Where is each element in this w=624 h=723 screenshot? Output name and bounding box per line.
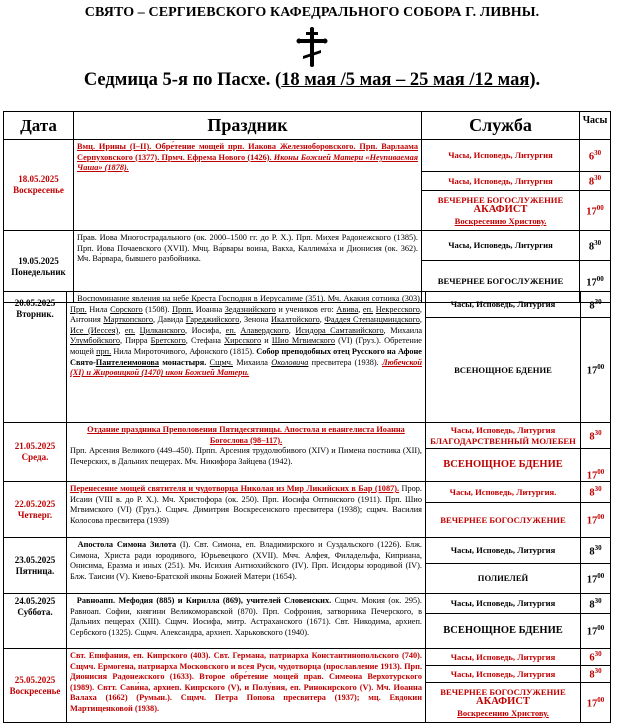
day-date-cell: 24.05.2025 Суббота.	[4, 594, 67, 649]
column-feast: Праздник	[74, 112, 422, 140]
service-time: $8^{30}$	[581, 292, 611, 318]
service-item: Часы, Исповедь, Литургия	[426, 594, 581, 614]
service-time: $8^{30}$	[580, 172, 611, 191]
service-time: $17^{00}$	[581, 449, 611, 482]
column-hours: Часы	[580, 112, 611, 140]
service-time: $8^{30}$	[581, 538, 611, 564]
day-date-cell: 22.05.2025 Четверг.	[4, 482, 67, 538]
service-time: $17^{00}$	[581, 318, 611, 423]
column-service: Служба	[422, 112, 580, 140]
service-item: ВЕЧЕРНЕЕ БОГОСЛУЖЕНИЕ АКАФИСТ Воскресению Христову.	[426, 683, 581, 723]
service-time: $17^{00}$	[580, 191, 611, 231]
day-feast-cell: Апостола Симона Зилота (I). Свт. Симона, еп. Владимирского и Суздальского (1226). Блж. Симона, Христа ради юродивого, Юрьевецкого (XVII). Мчч. Алфея, Филадельфа, Киприана, Онисима, Еразма и иных (251). Мч. Исихия Антиохийского (IV). Прп. Исидоры юродивой (IV). Блж. Таисии (V). Киево-Братской иконы Божией Матери (1654).	[67, 538, 426, 594]
day-date-cell: 19.05.2025 Понедельник	[4, 231, 74, 303]
service-time: $8^{30}$	[581, 666, 611, 683]
service-time: $8^{30}$	[580, 231, 611, 261]
day-feast-cell: Вмц. Ирины (I–II). Обре́тение мощей прп. Иакова Железноборовского. Прп. Варлаама Серпуховского (1377). Прмч. Ефрема Нового (1426). Иконы Божией Матери «Неупиваемая Чаша» (1878).	[74, 140, 422, 231]
day-feast-cell: Свт. Епифания, еп. Кипрского (403). Свт. Германа, патриарха Константинопольского (740). Сщмч. Ермогена, патриарха Московского и всея Руси, чудотворца (прославление 1913). Прп. Дионисия Радонежского (1633). Второе обре́тение мощей прав. Симеона Верхотурского (1989). Свтт. Сави́на, архиеп. Кипрского (V), и Полу́вия, еп. Ринокирского (V). Мч. Иоанна Валаха (1662) (Румын.). Сщмч. Петра Попова пресвитера (1937); мц. Евдокии Мартищенковой (1938).	[67, 649, 426, 723]
column-date: Дата	[4, 112, 74, 140]
service-item: Часы, Исповедь, Литургия	[426, 666, 581, 683]
service-time: $17^{00}$	[581, 564, 611, 594]
service-item: Часы, Исповедь, Литургия БЛАГОДАРСТВЕННЫЙ МОЛЕБЕН	[426, 423, 581, 449]
day-feast-cell: Прав. Иова Многострадального (ок. 2000–1500 гг. до Р. Х.). Прп. Михея Радонежского (1385). Прп. Иова Почаевского (XVII). Мчц. Ва́рвары воина, Вакха, Каллима́ха и Дионисия (ок. 362). Мч. Ва́рвара, бывшего разбойника.	[74, 231, 422, 303]
service-time: $17^{00}$	[581, 683, 611, 723]
service-item: ВСЕНОЩНОЕ БДЕНИЕ	[426, 318, 581, 423]
service-item: Часы, Исповедь, Литургия	[422, 172, 580, 191]
service-item: ВЕЧЕРНЕЕ БОГОСЛУЖЕНИЕ АКАФИСТ Воскресению Христову.	[422, 191, 580, 231]
schedule-table-top	[3, 111, 611, 303]
service-item: Часы, Исповедь, Литургия	[422, 140, 580, 172]
day-feast-cell: Воспоминание явления на небе Креста Господня в Иерусалиме (351). Мч. Акакия сотника (303). Прп. Нила Сорского (1508). Прпп. Иоанна Зедазнийского и учеников его: Авива, еп. Некресского, Антония Марткопского, Давида Гареджийского, Зенона Икалтойского, Фаддея Степанцминдского, Исе (Иессея), еп. Цилканского, Иосифа, еп. Алавердского, Исидора Самтавийского, Михаила Улумбойского, Пирра Бретского, Стефана Хирсского и Шио Мгвимского (VI) (Груз.). Обретение мощей прп. Нила Мироточивого, Афонского (1815). Собор преподобных отец Русского на Афоне Свято-Пантелеимонова монастыря. Сщмч. Михаила Околовича пресвитера (1938). Любечской (XI) и Жировицкой (1470) икон Божией Матери.	[67, 292, 426, 423]
day-date-cell: 20.05.2025 Вторник.	[4, 292, 67, 423]
schedule-table-bottom	[3, 291, 611, 723]
service-time: $17^{00}$	[580, 261, 611, 303]
day-feast-cell: Отдание праздника Преполовения Пятидесятницы. Апостола и евангелиста Иоанна Богослова (98–117). Прп. Арсения Великого (449–450). Прпп. Арсения трудолюбивого (XIV) и Пимена постника (XII), Печерских, в Дальних пещерах. Мч. Никифора Зайцева (1942).	[67, 423, 426, 482]
service-item: Часы, Исповедь, Литургия	[426, 649, 581, 666]
week-heading: Седмица 5-я по Пасхе. (18 мая /5 мая – 25 мая /12 мая).	[83, 70, 541, 90]
service-time: $17^{00}$	[581, 503, 611, 538]
service-item: ВЕЧЕРНЕЕ БОГОСЛУЖЕНИЕ	[426, 503, 581, 538]
service-time: $6^{30}$	[580, 140, 611, 172]
day-date-cell: 23.05.2025 Пятница.	[4, 538, 67, 594]
day-feast-cell: Равноапп. Мефодия (885) и Кирилла (869), учителей Словенских. Сщмч. Мокия (ок. 295). Равноап. Софии, княгини Великоморавской (870). Прп. Софрония, затворника Печерского, в Дальних пещерах (XIII). Сщмч. Иосифа, митр. Астраханского (1671). Свт. Никодима, архиеп. Сербского (1325). Сщмч. Александра, архиеп. Харьковского (1940).	[67, 594, 426, 649]
service-item: Часы, Исповедь, Литургия	[422, 231, 580, 261]
orthodox-cross-icon	[295, 27, 329, 67]
day-date-cell: 21.05.2025 Среда.	[4, 423, 67, 482]
service-item: ВЕЧЕРНЕЕ БОГОСЛУЖЕНИЕ	[422, 261, 580, 303]
service-item: ВСЕНОЩНОЕ БДЕНИЕ	[426, 614, 581, 649]
service-time: $8^{30}$	[581, 482, 611, 503]
day-date-cell: 25.05.2025 Воскресенье	[4, 649, 67, 723]
service-item: ПОЛИЕЛЕЙ	[426, 564, 581, 594]
cathedral-title: СВЯТО – СЕРГИЕВСКОГО КАФЕДРАЛЬНОГО СОБОРА Г. ЛИВНЫ.	[84, 5, 540, 20]
day-feast-cell: Перенесение мощей святителя и чудотворца Николая из Мир Ликийских в Бар (1087). Прор. Исаии (VIII в. до Р. Х.). Мч. Христофора (ок. 250). Прп. Иосифа Оптинского (1911). Прп. Шио Мгвимского (VI) (Груз.). Сщмч. Димитрия Воскресенского пресвитера (1938); сщмч. Василия Колосова пресвитера (1939)	[67, 482, 426, 538]
service-item: Часы, Исповедь, Литургия.	[426, 482, 581, 503]
service-time: $8^{30}$	[581, 423, 611, 449]
day-date-cell: 18.05.2025 Воскресенье	[4, 140, 74, 231]
service-item: Часы, Исповедь, Литургия	[426, 292, 581, 318]
service-time: $8^{30}$	[581, 594, 611, 614]
service-item: Часы, Исповедь, Литургия	[426, 538, 581, 564]
service-time: $6^{30}$	[581, 649, 611, 666]
service-item: ВСЕНОЩНОЕ БДЕНИЕ	[426, 449, 581, 482]
service-time: $17^{00}$	[581, 614, 611, 649]
